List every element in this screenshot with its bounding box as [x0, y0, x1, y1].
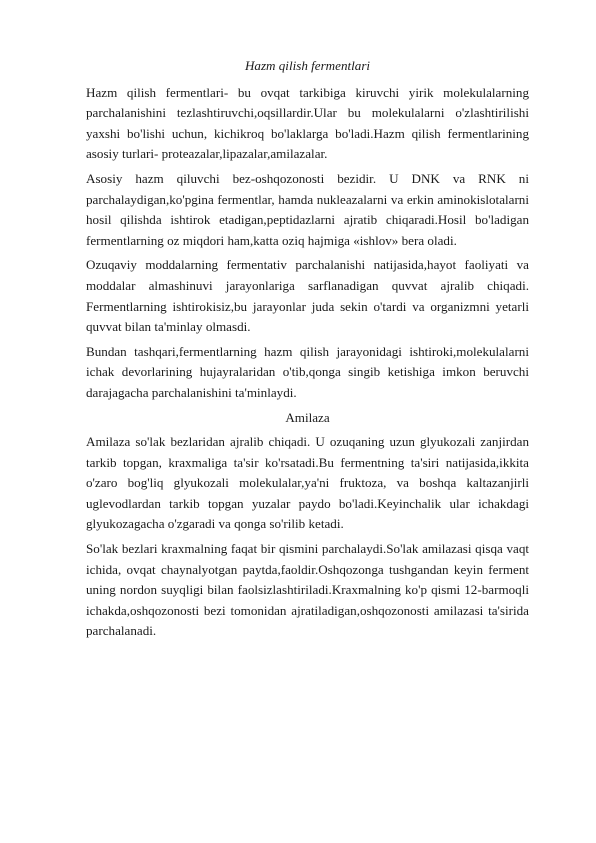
paragraph: Amilaza so'lak bezlaridan ajralib chiqadi. U ozuqaning uzun glyukozali zanjirdan tarkib topgan, kraxmaliga ta'sir ko'rsatadi.Bu fermentning ta'siri natijasida,ikkita o'zaro bog'liq glyukozali molekulalar,ya'ni fruktoza, va boshqa kaltazanjirli uglevodlardan tarkib topgan yuzalar paydo bo'ladi.Keyinchalik ular ichakdagi glyukozagacha o'zgaradi va qonga so'rilib ketadi.	[86, 434, 529, 532]
document-title: Hazm qilish fermentlari	[244, 58, 371, 73]
document-page	[86, 56, 529, 646]
paragraph: Ozuqaviy moddalarning fermentativ parchalanishi natijasida,hayot faoliyati va moddalar almashinuvi jarayonlariga sarflanadigan quvvat ajralib chiqadi. Fermentlarning ishtirokisiz,bu jarayonlar juda sekin o'tardi va organizmni yetarli quvvat bilan ta'minlay olmasdi.	[86, 257, 529, 335]
paragraph: So'lak bezlari kraxmalning faqat bir qismini parchalaydi.So'lak amilazasi qisqa vaqt ichida, ovqat chaynalyotgan paytda,faoldir.Oshqozonga tushgandan keyin ferment uning nordon suyqligi bilan faolsizlashtiriladi.Kraxmalning ko'p qismi 12-barmoqli ichakda,oshqozonosti bezi tomonidan ajratiladigan,oshqozonosti amilazasi ta'sirida parchalanadi.	[86, 541, 529, 639]
paragraph: Hazm qilish fermentlari- bu ovqat tarkibiga kiruvchi yirik molekulalarning parchalanishini tezlashtiruvchi,oqsillardir.Ular bu molekulalarni o'zlashtirilishi yaxshi bo'lishi uchun, kichikroq bo'laklarga bo'ladi.Hazm qilish fermentlarining asosiy turlari- proteazalar,lipazalar,amilazalar.	[86, 84, 529, 162]
section-heading: Amilaza	[285, 409, 330, 425]
paragraph: Bundan tashqari,fermentlarning hazm qilish jarayonidagi ishtiroki,molekulalarni ichak devorlarining hujayralaridan o'tib,qonga singib ketishiga imkon beruvchi darajagacha parchalanishini ta'minlaydi.	[86, 343, 529, 400]
paragraph: Asosiy hazm qiluvchi bez-oshqozonosti bezidir. U DNK va RNK ni parchalaydigan,ko'pgina fermentlar, hamda nukleazalarni va erkin aminokislotalarni hosil qilishda ishtirok etadigan,peptidazlarni ajratib chiqaradi.Hosil bo'ladigan fermentlarning oz miqdori ham,katta oziq hajmiga «ishlov» bera oladi.	[86, 170, 529, 248]
